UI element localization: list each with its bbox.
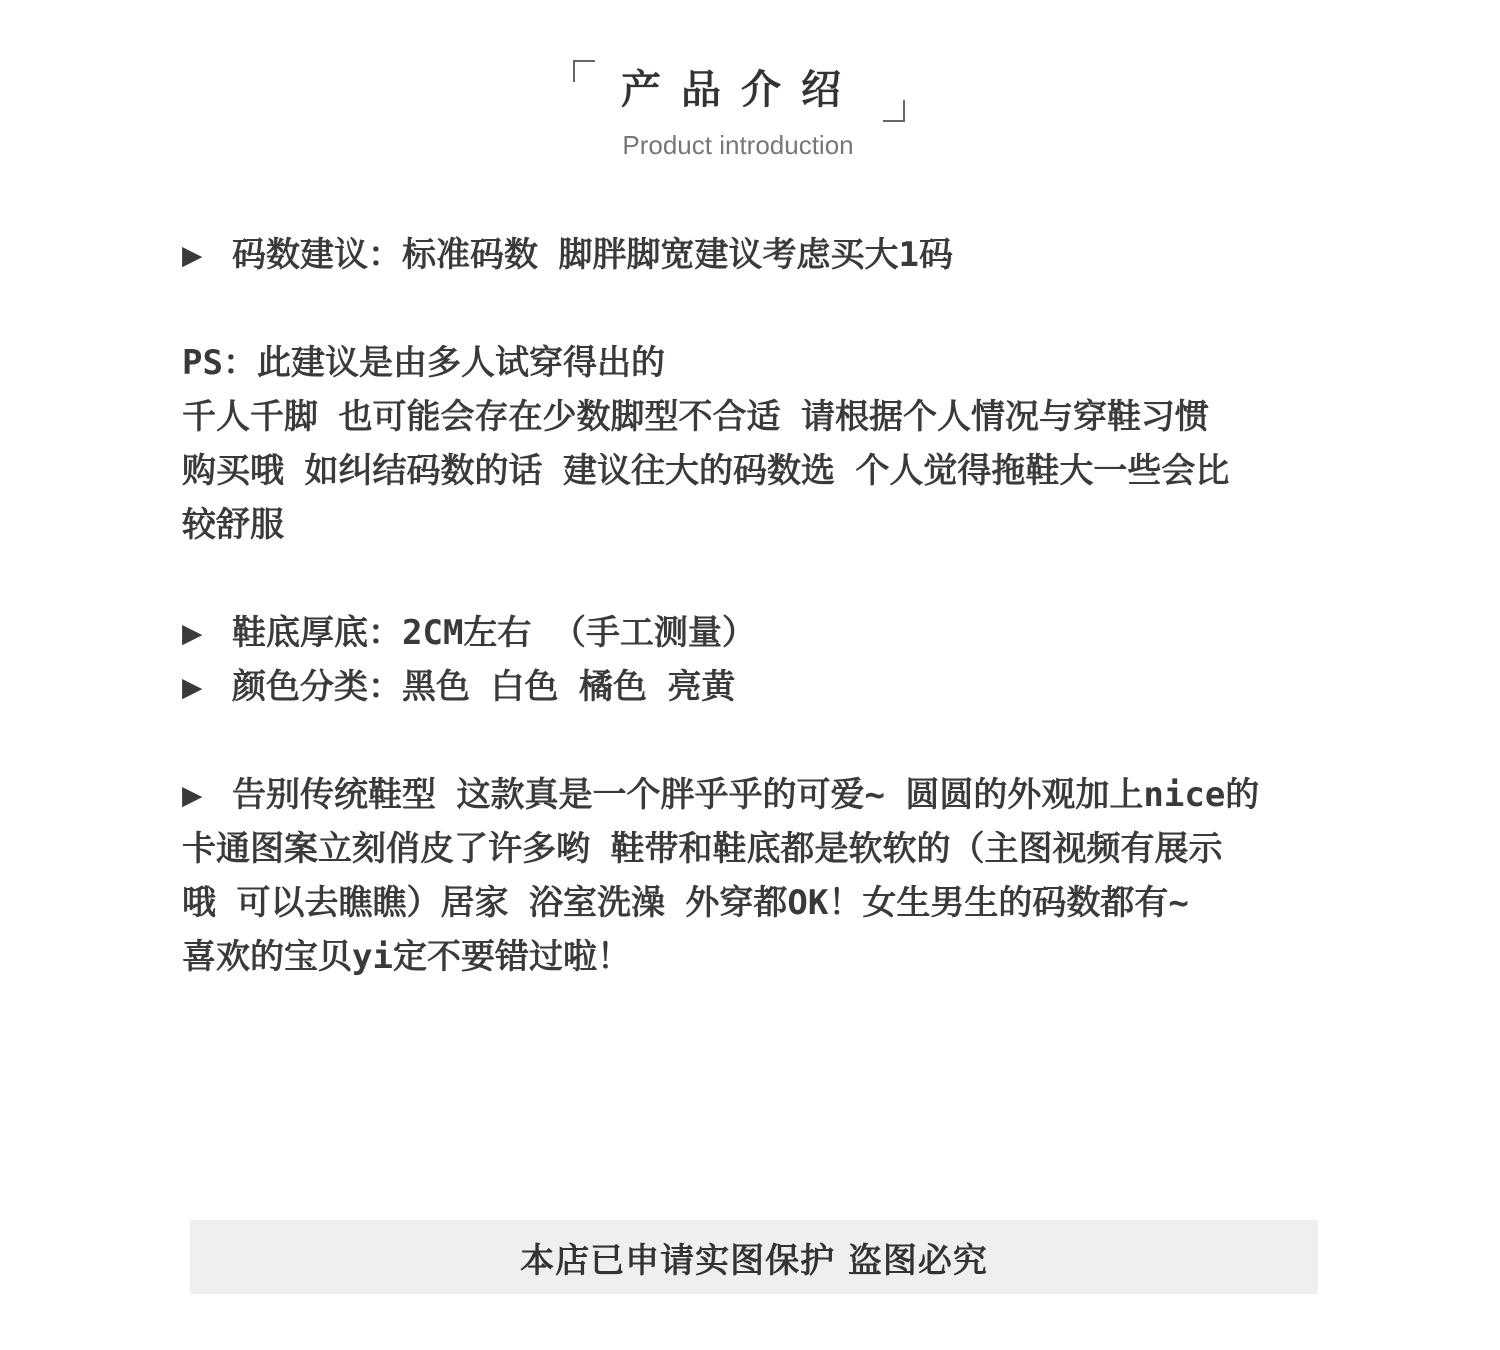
description-line: 哦 可以去瞧瞧）居家 浴室洗澡 外穿都OK！女生男生的码数都有~ <box>182 883 1189 923</box>
corner-bracket-bottom-right <box>883 100 905 122</box>
product-description <box>182 228 1322 984</box>
color-options-item <box>182 660 1322 714</box>
spacer <box>182 282 1322 336</box>
ps-note-line: 千人千脚 也可能会存在少数脚型不合适 请根据个人情况与穿鞋习惯 <box>182 397 1209 437</box>
triangle-bullet-icon: ▶ <box>182 613 203 653</box>
sole-thickness-text: 鞋底厚底：2CM左右 （手工测量） <box>232 613 756 653</box>
triangle-bullet-icon: ▶ <box>182 667 203 707</box>
section-header <box>0 0 1500 180</box>
page-title: 产品介绍 <box>621 67 861 113</box>
size-advice-text: 码数建议：标准码数 脚胖脚宽建议考虑买大1码 <box>232 235 953 275</box>
sole-thickness-item <box>182 606 1322 660</box>
description-line: 卡通图案立刻俏皮了许多哟 鞋带和鞋底都是软软的（主图视频有展示 <box>182 829 1223 869</box>
description-item <box>182 768 1322 822</box>
spacer <box>182 552 1322 606</box>
ps-note-line: 购买哦 如纠结码数的话 建议往大的码数选 个人觉得拖鞋大一些会比 <box>182 451 1230 491</box>
color-options-text: 颜色分类：黑色 白色 橘色 亮黄 <box>232 667 736 707</box>
spacer <box>182 714 1322 768</box>
copyright-banner <box>190 1220 1318 1294</box>
triangle-bullet-icon: ▶ <box>182 775 203 815</box>
size-advice-item <box>182 228 1322 282</box>
ps-note-line: PS：此建议是由多人试穿得出的 <box>182 343 665 383</box>
ps-note-line: 较舒服 <box>182 505 284 545</box>
description-line: 喜欢的宝贝yi定不要错过啦！ <box>182 937 631 977</box>
page-subtitle: Product introduction <box>622 130 854 160</box>
copyright-notice: 本店已申请实图保护 盗图必究 <box>520 1240 988 1281</box>
triangle-bullet-icon: ▶ <box>182 235 203 275</box>
description-text: 告别传统鞋型 这款真是一个胖乎乎的可爱~ 圆圆的外观加上nice的 <box>232 775 1260 815</box>
